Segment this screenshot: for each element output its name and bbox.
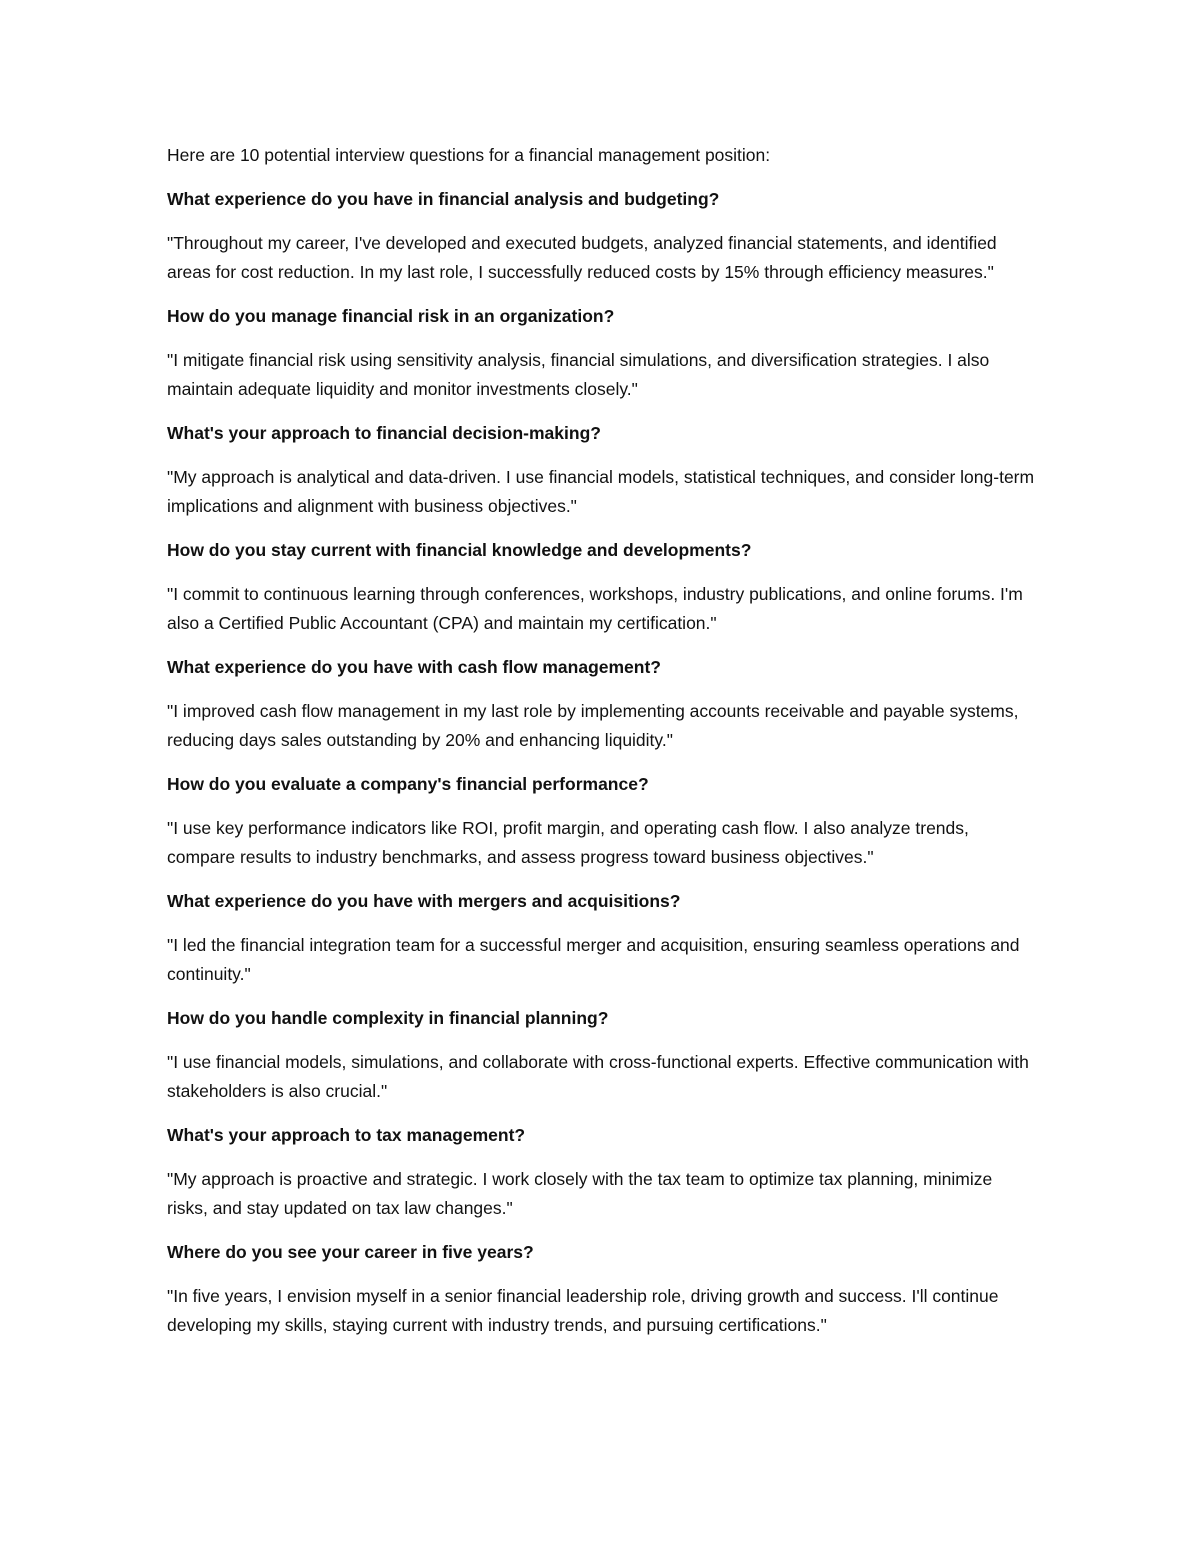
qa-item-8 (167, 1004, 1037, 1106)
answer-paragraph: "I mitigate financial risk using sensitivity analysis, financial simulations, and diversification strategies. I also maintain adequate liquidity and monitor investments closely." (167, 350, 990, 399)
answer-paragraph: "I commit to continuous learning through conferences, workshops, industry publications, and online forums. I'm also a Certified Public Accountant (CPA) and maintain my certification." (167, 584, 1023, 633)
answer-paragraph: "I improved cash flow management in my last role by implementing accounts receivable and payable systems, reducing days sales outstanding by 20% and enhancing liquidity." (167, 701, 1019, 750)
answer-paragraph: "I use financial models, simulations, and collaborate with cross-functional experts. Effective communication with stakeholders is also crucial." (167, 1052, 1029, 1101)
answer-paragraph: "I led the financial integration team for a successful merger and acquisition, ensuring seamless operations and continuity." (167, 935, 1020, 984)
answer-paragraph: "My approach is analytical and data-driven. I use financial models, statistical techniques, and consider long-term implications and alignment with business objectives." (167, 467, 1035, 516)
qa-item-10 (167, 1238, 1037, 1340)
qa-item-5 (167, 653, 1037, 755)
question-heading: How do you evaluate a company's financial performance? (167, 774, 649, 794)
document-page (167, 141, 1037, 1355)
question-heading: What experience do you have with cash flow management? (167, 657, 661, 677)
qa-item-1 (167, 185, 1037, 287)
qa-item-2 (167, 302, 1037, 404)
answer-paragraph: "I use key performance indicators like ROI, profit margin, and operating cash flow. I also analyze trends, compare results to industry benchmarks, and assess progress toward business objectives." (167, 818, 969, 867)
question-heading: What's your approach to financial decision-making? (167, 423, 601, 443)
intro-paragraph: Here are 10 potential interview questions for a financial management position: (167, 145, 771, 165)
question-heading: Where do you see your career in five years? (167, 1242, 534, 1262)
question-heading: What experience do you have with mergers and acquisitions? (167, 891, 681, 911)
question-heading: How do you handle complexity in financial planning? (167, 1008, 609, 1028)
answer-paragraph: "My approach is proactive and strategic. I work closely with the tax team to optimize tax planning, minimize risks, and stay updated on tax law changes." (167, 1169, 993, 1218)
answer-paragraph: "In five years, I envision myself in a senior financial leadership role, driving growth and success. I'll continue developing my skills, staying current with industry trends, and pursuing certifications." (167, 1286, 999, 1335)
question-heading: What experience do you have in financial analysis and budgeting? (167, 189, 720, 209)
qa-item-7 (167, 887, 1037, 989)
qa-item-4 (167, 536, 1037, 638)
answer-paragraph: "Throughout my career, I've developed and executed budgets, analyzed financial statements, and identified areas for cost reduction. In my last role, I successfully reduced costs by 15% through efficiency measures." (167, 233, 997, 282)
qa-item-6 (167, 770, 1037, 872)
qa-item-9 (167, 1121, 1037, 1223)
qa-item-3 (167, 419, 1037, 521)
question-heading: How do you stay current with financial knowledge and developments? (167, 540, 752, 560)
question-heading: How do you manage financial risk in an organization? (167, 306, 615, 326)
question-heading: What's your approach to tax management? (167, 1125, 526, 1145)
